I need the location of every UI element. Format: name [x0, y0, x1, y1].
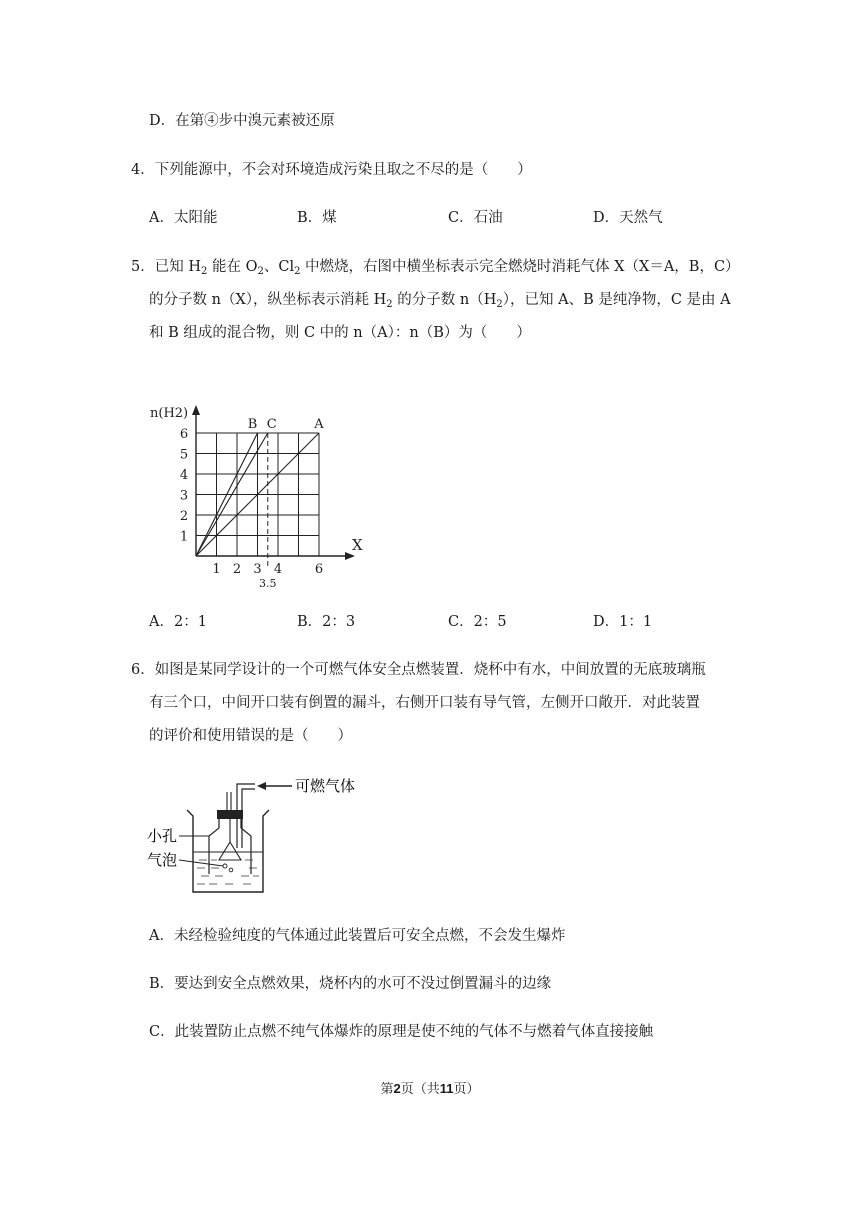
q5-option-b: B．2：3	[297, 614, 356, 630]
q5-option-c: C．2：5	[448, 614, 507, 630]
y-tick-label: 5	[179, 447, 189, 463]
bubble-label: 气泡	[147, 851, 178, 869]
q4-stem: 4．下列能源中，不会对环境造成污染且取之不尽的是（ ）	[131, 162, 532, 178]
beaker	[187, 810, 269, 892]
q6-option-c: C．此装置防止点燃不纯气体爆炸的原理是使不纯的气体不与燃着气体直接接触	[149, 1024, 654, 1040]
q4-option-a: A．太阳能	[149, 210, 218, 226]
series-label-A: A	[314, 417, 324, 432]
x-axis-label: X	[352, 536, 363, 554]
y-tick-label: 2	[179, 509, 189, 524]
series-label-C: C	[266, 417, 277, 432]
x-tick-label-extra: 3.5	[259, 577, 277, 590]
q6-stem-line1: 6．如图是某同学设计的一个可燃气体安全点燃装置．烧杯中有水，中间放置的无底玻璃瓶	[131, 662, 706, 678]
q5-option-d: D．1：1	[593, 614, 653, 630]
y-tick-label: 6	[179, 427, 189, 442]
q4-option-b: B．煤	[297, 210, 337, 226]
q4-option-c: C．石油	[448, 210, 503, 226]
x-tick-label: 3	[253, 562, 262, 577]
x-tick-label: 2	[232, 562, 242, 577]
q6-apparatus-figure	[145, 770, 375, 900]
q3-option-d: D．在第④步中溴元素被还原	[149, 113, 335, 129]
x-tick-label: 1	[212, 562, 221, 577]
q5-stem-line2: 的分子数 n（X），纵坐标表示消耗 $H_2$ 的分子数 $n(H_2)$，已知 A、B 是纯净物，C 是由 A	[149, 292, 731, 310]
q6-stem-line3: 的评价和使用错误的是（ ）	[149, 728, 352, 744]
inverted-funnel	[219, 814, 241, 860]
q6-stem-line2: 有三个口，中间开口装有倒置的漏斗，右侧开口装有导气管，左侧开口敞开．对此装置	[149, 695, 700, 711]
q5-chart	[140, 360, 380, 595]
x-tick-label: 4	[273, 562, 283, 577]
y-axis-label: n(H2)	[150, 406, 189, 421]
y-tick-label: 3	[179, 488, 189, 504]
q5-option-a: A．2：1	[149, 614, 207, 630]
page-footer: 第2页（共11页）	[380, 1081, 480, 1097]
q4-option-d: D．天然气	[593, 210, 663, 226]
gas-label: 可燃气体	[295, 777, 356, 795]
q5-stem-line1: 5．已知 $H_2$ 能在 $O_2$、$Cl_2$ 中燃烧，右图中横坐标表示完全燃烧时消耗气体 X（X＝A，B，C）	[131, 259, 740, 277]
y-tick-label: 4	[179, 468, 189, 483]
hole-label: 小孔	[147, 827, 178, 845]
q6-option-b: B．要达到安全点燃效果，烧杯内的水可不没过倒置漏斗的边缘	[149, 976, 552, 992]
x-tick-label: 6	[314, 562, 324, 577]
y-axis-arrow-icon	[192, 405, 200, 415]
y-tick-label: 1	[179, 529, 189, 545]
q5-stem-line3: 和 B 组成的混合物，则 C 中的 n（A）：n（B）为（ ）	[149, 325, 531, 341]
q6-option-a: A．未经检验纯度的气体通过此装置后可安全点燃，不会发生爆炸	[149, 928, 566, 944]
series-label-B: B	[247, 417, 258, 432]
